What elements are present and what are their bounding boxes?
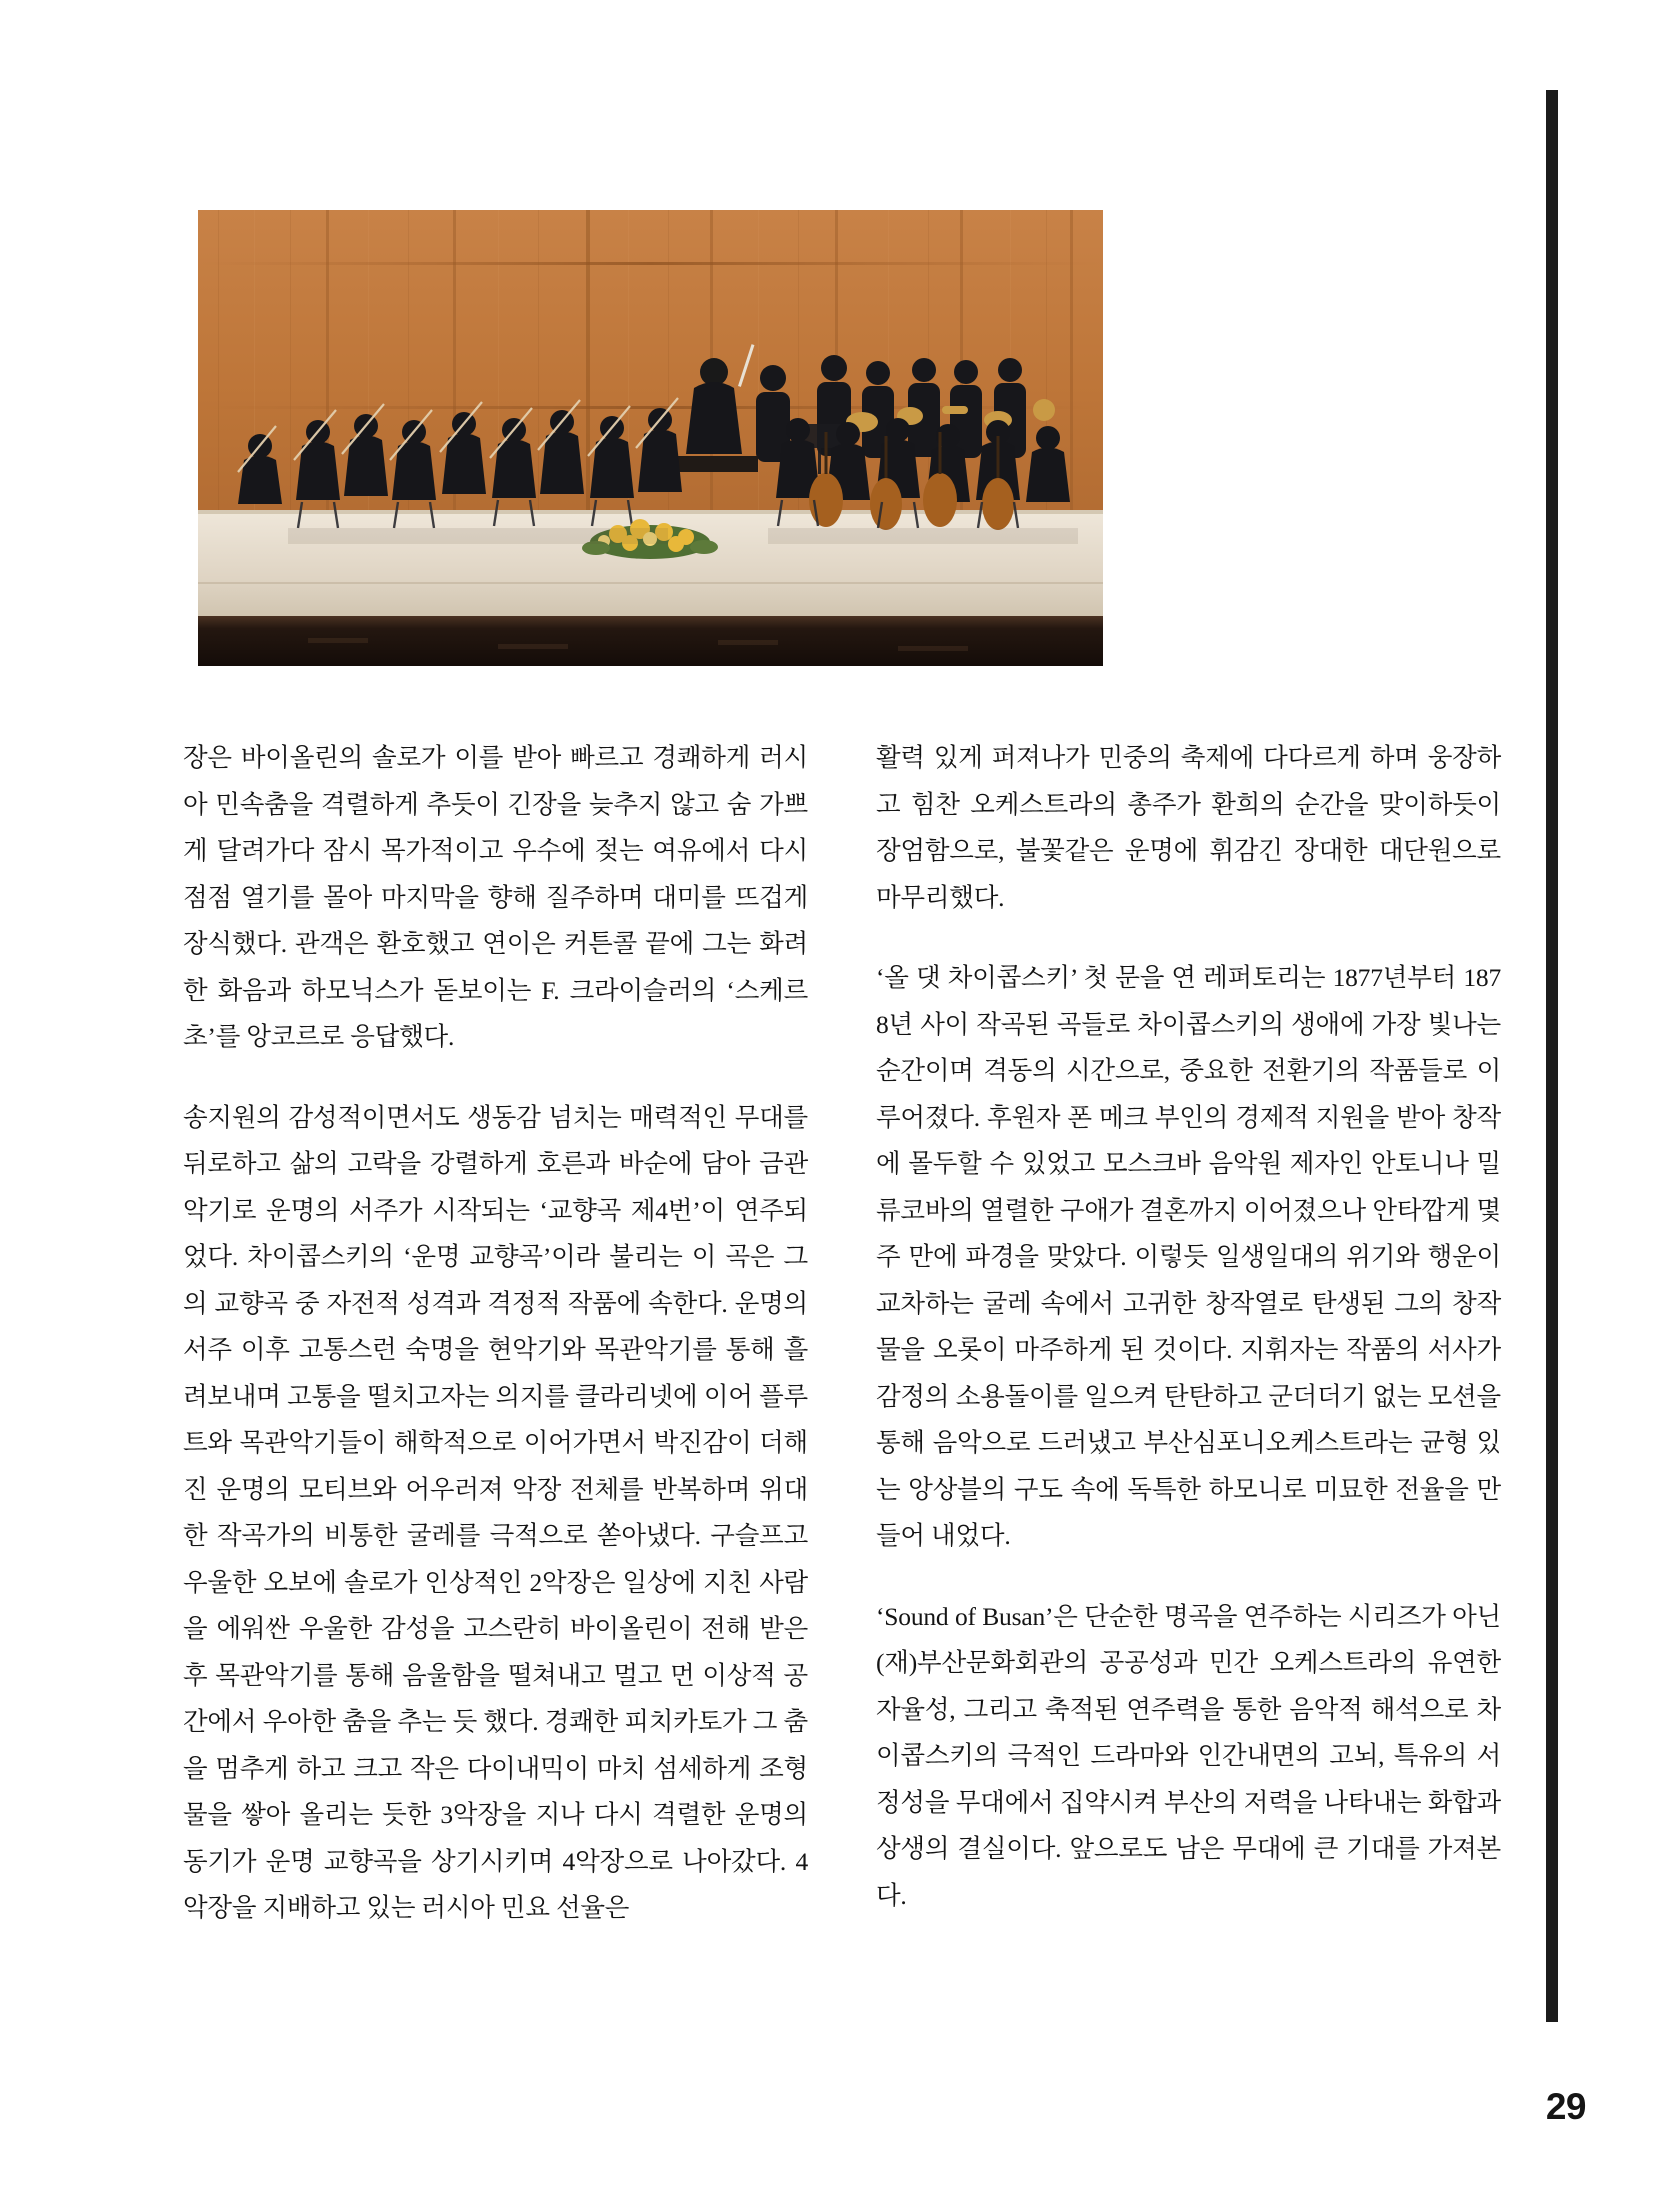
paragraph: ‘올 댓 차이콥스키’ 첫 문을 연 레퍼토리는 1877년부터 1878년 사이 작곡된 곡들로 차이콥스키의 생애에 가장 빛나는 순간이며 격동의 시간으로, 중요한 전환기의 작품들로 이루어졌다. 후원자 폰 메크 부인의 경제적 지원을 받아 창작에 몰두할 수 있었고 모스크바 음악원 제자인 안토니나 밀류코바의 열렬한 구애가 결혼까지 이어졌으나 안타깝게 몇 주 만에 파경을 맞았다. 이렇듯 일생일대의 위기와 행운이 교차하는 굴레 속에서 고귀한 창작열로 탄생된 그의 창작물을 오롯이 마주하게 된 것이다. 지휘자는 작품의 서사가 감정의 소용돌이를 일으켜 탄탄하고 군더더기 없는 모션을 통해 음악으로 드러냈고 부산심포니오케스트라는 균형 있는 앙상블의 구도 속에 독특한 하모니로 미묘한 전율을 만들어 내었다. [876,963,1501,1550]
paragraph: 장은 바이올린의 솔로가 이를 받아 빠르고 경쾌하게 러시아 민속춤을 격렬하게 추듯이 긴장을 늦추지 않고 숨 가쁘게 달려가다 잠시 목가적이고 우수에 젖는 여유에서 다시 점점 열기를 몰아 마지막을 향해 질주하며 대미를 뜨겁게 장식했다. 관객은 환호했고 연이은 커튼콜 끝에 그는 화려한 화음과 하모닉스가 돋보이는 F. 크라이슬러의 ‘스케르초’를 앙코르로 응답했다. [183,743,808,1051]
floor-seam [198,582,1103,584]
orchestra-photo [198,210,1103,666]
wall-joint-upper [198,262,1103,265]
floor-wall-joint [198,510,1103,514]
page-edge-rule [1546,90,1558,2022]
paragraph: 송지원의 감성적이면서도 생동감 넘치는 매력적인 무대를 뒤로하고 삶의 고락을 강렬하게 호른과 바순에 담아 금관악기로 운명의 서주가 시작되는 ‘교향곡 제4번’이 연주되었다. 차이콥스키의 ‘운명 교향곡’이라 불리는 이 곡은 그의 교향곡 중 자전적 성격과 격정적 작품에 속한다. 운명의 서주 이후 고통스런 숙명을 현악기와 목관악기를 통해 흘려보내며 고통을 떨치고자는 의지를 클라리넷에 이어 플루트와 목관악기들이 해학적으로 이어가면서 박진감이 더해진 운명의 모티브와 어우러져 악장 전체를 반복하며 위대한 작곡가의 비통한 굴레를 극적으로 쏟아냈다. 구슬프고 우울한 오보에 솔로가 인상적인 2악장은 일상에 지친 사람을 에워싼 우울한 감성을 고스란히 바이올린이 전해 받은 후 목관악기를 통해 음울함을 떨쳐내고 멀고 먼 이상적 공간에서 우아한 춤을 추는 듯 했다. 경쾌한 피치카토가 그 춤을 멈추게 하고 크고 작은 다이내믹이 마치 섬세하게 조형물을 쌓아 올리는 듯한 3악장을 지나 다시 격렬한 운명의 동기가 운명 교향곡을 상기시키며 4악장으로 나아갔다. 4악장을 지배하고 있는 러시아 민요 선율은 [183,1102,808,1922]
article-body [183,735,1501,2025]
text-column-left [183,735,808,1932]
page-number: 29 [1545,2086,1586,2127]
paragraph: 활력 있게 퍼져나가 민중의 축제에 다다르게 하며 웅장하고 힘찬 오케스트라의 총주가 환희의 순간을 맞이하듯이 장엄함으로, 불꽃같은 운명에 휘감긴 장대한 대단원으로 마무리했다. [876,743,1501,912]
orchestra-photo-illustration [198,210,1103,666]
text-column-right [876,735,1501,1919]
paragraph: ‘Sound of Busan’은 단순한 명곡을 연주하는 시리즈가 아닌 (재)부산문화회관의 공공성과 민간 오케스트라의 유연한 자율성, 그리고 축적된 연주력을 통한 음악적 해석으로 차이콥스키의 극적인 드라마와 인간내면의 고뇌, 특유의 서정성을 무대에서 집약시켜 부산의 저력을 나타내는 화합과 상생의 결실이다. 앞으로도 남은 무대에 큰 기대를 가져본다. [876,1601,1501,1910]
